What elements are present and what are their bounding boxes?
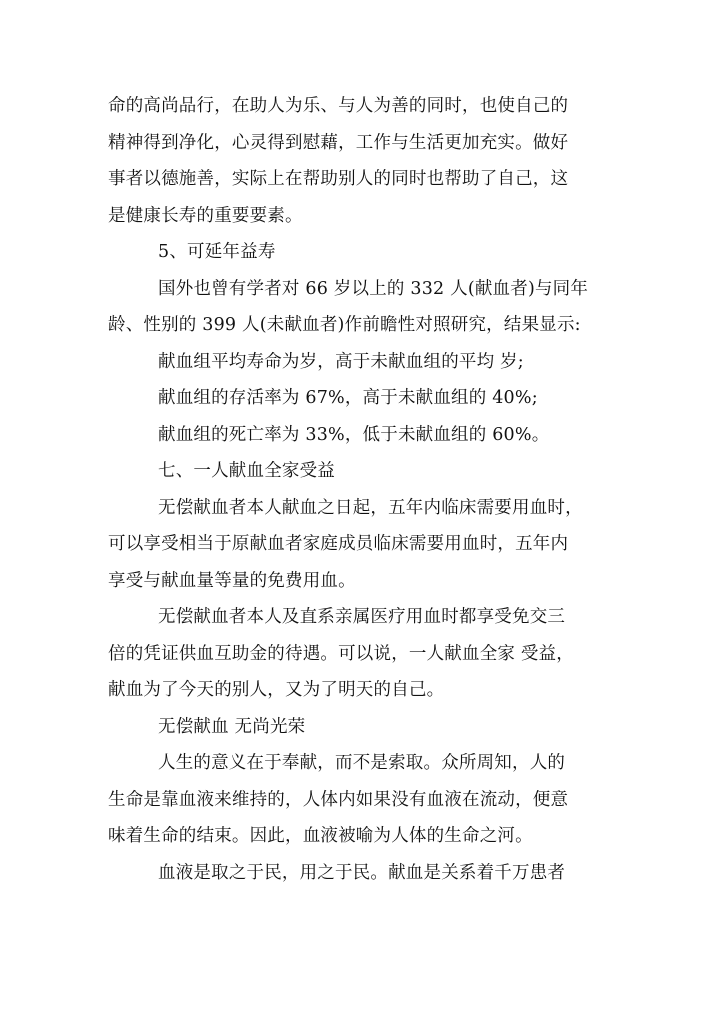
- paragraph-start: 无偿献血者本人献血之日起，五年内临床需要用血时，: [158, 497, 583, 518]
- section-heading: 七、一人献血全家受益: [158, 461, 335, 481]
- result-line: 献血组的死亡率为 33%，低于未献血组的 60%。: [158, 424, 550, 445]
- section-heading: 无偿献血 无尚光荣: [158, 716, 306, 737]
- text-line: 可以享受相当于原献血者家庭成员临床需要用血时，五年内: [108, 534, 569, 554]
- paragraph-start: 无偿献血者本人及直系亲属医疗用血时都享受免交三: [158, 607, 566, 627]
- text-line: 献血为了今天的别人，又为了明天的自己。: [108, 680, 445, 700]
- text-line: 命的高尚品行，在助人为乐、与人为善的同时，也使自己的: [108, 96, 569, 116]
- text-line: 是健康长寿的重要要素。: [108, 205, 303, 226]
- text-line: 倍的凭证供血互助金的待遇。可以说，一人献血全家 受益，: [108, 643, 574, 664]
- text-line: 味着生命的结束。因此，血液被喻为人体的生命之河。: [108, 826, 533, 846]
- text-line: 龄、性别的 399 人(未献血者)作前瞻性对照研究，结果显示:: [108, 315, 581, 335]
- text-line: 精神得到净化，心灵得到慰藉，工作与生活更加充实。做好: [108, 132, 569, 153]
- section-heading: 5、可延年益寿: [158, 242, 276, 262]
- paragraph-start: 国外也曾有学者对 66 岁以上的 332 人(献血者)与同年: [158, 278, 589, 299]
- text-line: 生命是靠血液来维持的，人体内如果没有血液在流动，便意: [108, 789, 569, 810]
- result-line: 献血组平均寿命为岁，高于未献血组的平均 岁;: [158, 351, 524, 372]
- document-body: [108, 88, 612, 891]
- paragraph-start: 血液是取之于民，用之于民。献血是关系着千万患者: [158, 862, 566, 883]
- text-line: 事者以德施善，实际上在帮助别人的同时也帮助了自己，这: [108, 169, 569, 189]
- text-line: 享受与献血量等量的免费用血。: [108, 570, 356, 591]
- result-line: 献血组的存活率为 67%，高于未献血组的 40%;: [158, 388, 538, 408]
- paragraph-start: 人生的意义在于奉献，而不是索取。众所周知，人的: [158, 753, 566, 773]
